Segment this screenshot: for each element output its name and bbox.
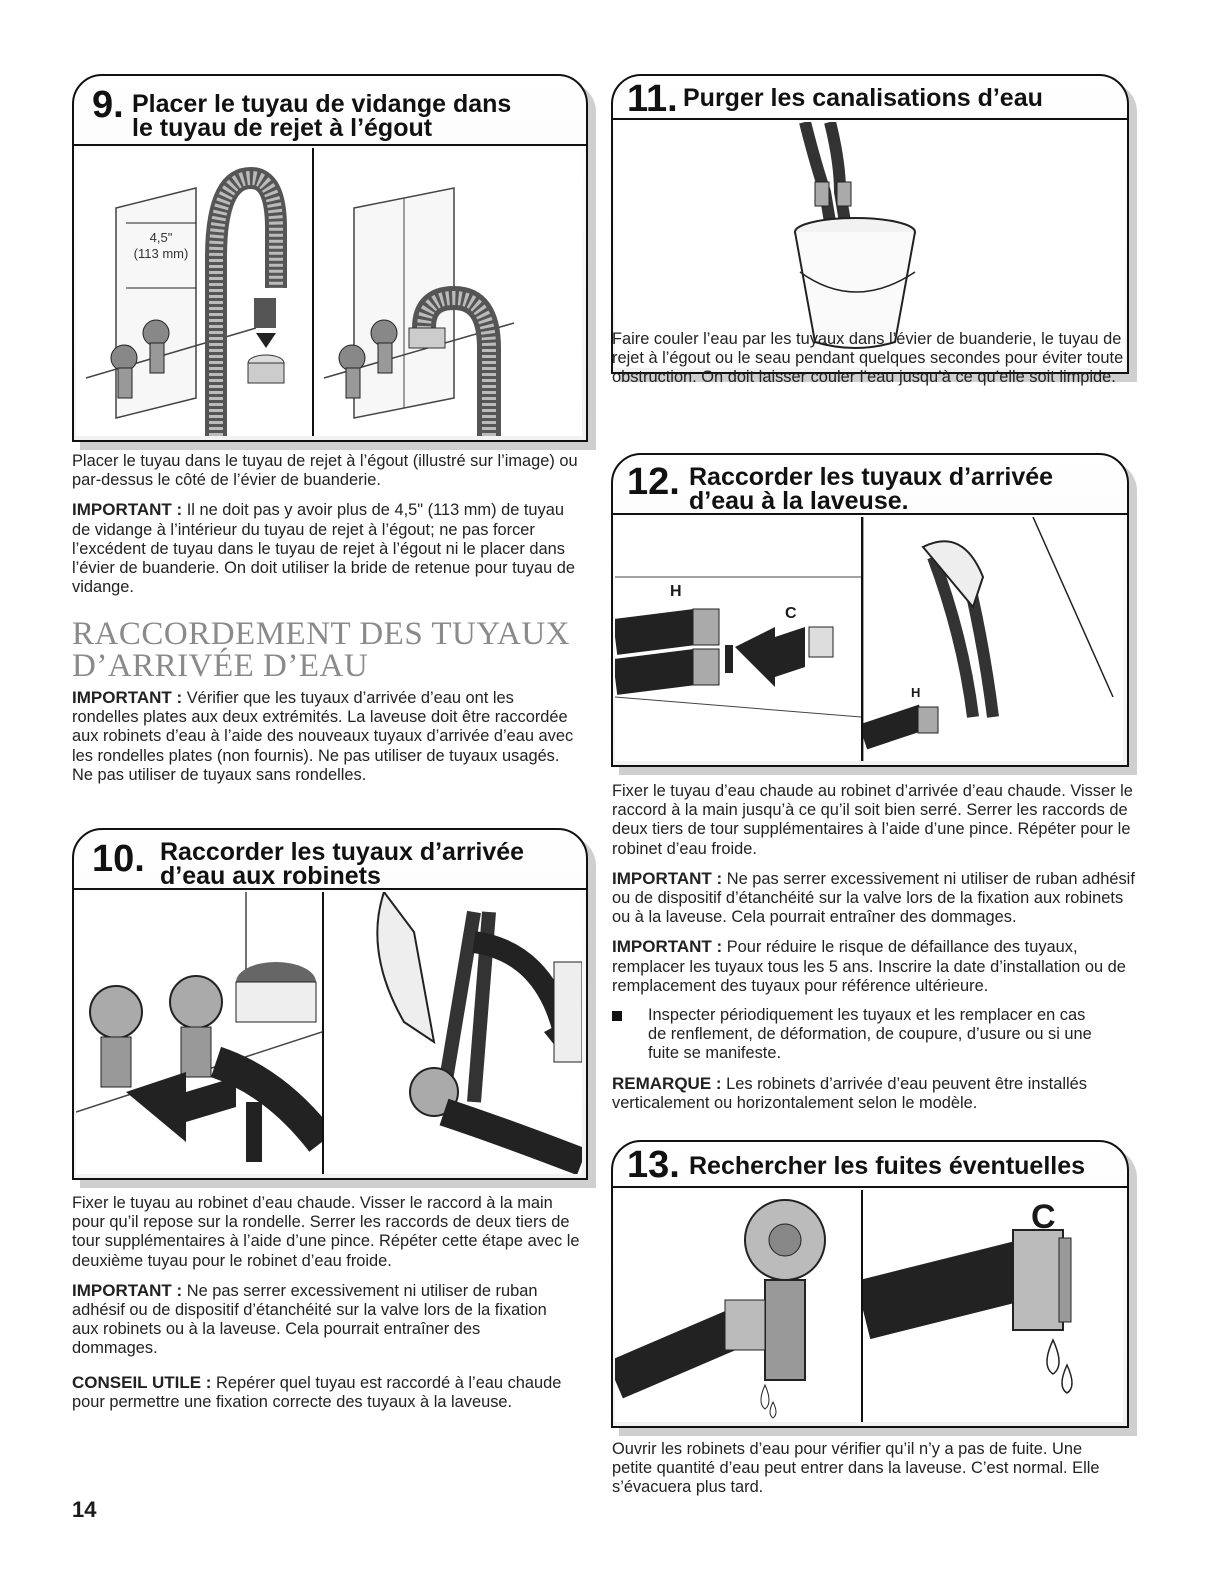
step13-header	[613, 1142, 1127, 1188]
step9-header	[74, 76, 586, 146]
step12-remark-label: REMARQUE :	[612, 1073, 722, 1093]
step11-number: 11.	[627, 78, 678, 120]
step12-bullet	[612, 1006, 1138, 1064]
step10-box	[72, 828, 588, 1180]
step12-important1-text: Ne pas serrer excessivement ni utiliser de ruban adhésif ou de dispositif d’étanchéité sur la valve lors de la fixation aux robinets ou à la laveuse. Cela pourrait entraîner des dommages.	[612, 869, 1135, 927]
measure-label	[126, 230, 196, 262]
step11-box	[611, 74, 1129, 374]
step13-text	[612, 1440, 1112, 1508]
step12-important2-text: Pour réduire le risque de défaillance des tuyaux, remplacer les tuyaux tous les 5 ans. Inscrire la date d’installation ou de remplacement des tuyaux pour référence ultérieure.	[612, 938, 1126, 995]
measure-in: 4,5"	[149, 230, 173, 245]
step12-text	[612, 782, 1138, 1123]
step12-remark-text: Les robinets d’arrivée d’eau peuvent être installés verticalement ou horizontalement selon le modèle.	[612, 1074, 1087, 1112]
step9-box	[72, 74, 588, 442]
step10-illustration-right	[324, 892, 582, 1174]
step9-text	[72, 452, 582, 607]
step13-illustration-left	[615, 1190, 863, 1422]
step10-text	[72, 1194, 588, 1422]
page-number: 14	[72, 1497, 97, 1522]
measure-mm: (113 mm)	[133, 246, 189, 261]
step12-label-h: H	[670, 583, 682, 600]
step9-paragraph: Placer le tuyau dans le tuyau de rejet à l’égout (illustré sur l’image) ou par-dessus le côté de l’évier de buanderie.	[72, 452, 578, 490]
step13-title-line1: Rechercher les fuites éventuelles	[689, 1152, 1086, 1180]
step9-illustration-left	[76, 148, 314, 436]
section-text	[72, 688, 582, 795]
section-heading	[72, 618, 570, 682]
step12-remark	[612, 1074, 1138, 1113]
step10-important-text: Ne pas serrer excessivement ni utiliser de ruban adhésif ou de dispositif d’étanchéité sur la valve lors de la fixation aux robinets ou à la laveuse. Cela pourrait entraîner des dommages.	[72, 1281, 547, 1358]
step10-number: 10.	[92, 838, 145, 880]
step9-important-text: Il ne doit pas y avoir plus de 4,5" (113 mm) de tuyau de vidange à l’intérieur du tuyau de rejet à l’égout; ne pas forcer l’excédent de tuyau dans le tuyau de rejet à l’égout ni le placer dans l’évier de buanderie. On doit utiliser la bride de retenue pour tuyau de vidange.	[72, 501, 575, 597]
step12-important1-label: IMPORTANT :	[612, 868, 723, 888]
step12-label-h2: H	[911, 685, 921, 700]
section-heading-line2: D’ARRIVÉE D’EAU	[72, 648, 369, 684]
step13-label-c: C	[1031, 1198, 1056, 1236]
section-heading-line1: RACCORDEMENT DES TUYAUX	[72, 616, 570, 652]
step13-paragraph: Ouvrir les robinets d’eau pour vérifier qu’il n’y a pas de fuite. Une petite quantité d’eau peut entrer dans la laveuse. C’est normal. Elle s’évacuera plus tard.	[612, 1440, 1100, 1497]
step9-illustration-right	[314, 148, 582, 436]
step10-tip	[72, 1373, 562, 1412]
step10-title-line2: d’eau aux robinets	[160, 862, 381, 890]
step12-illustration-right	[863, 517, 1123, 761]
step10-header	[74, 830, 586, 890]
step9-title-line2: le tuyau de rejet à l’égout	[132, 114, 433, 142]
step9-important-label: IMPORTANT :	[72, 500, 183, 520]
step11-header	[613, 76, 1127, 120]
step12-number: 12.	[627, 461, 680, 503]
step12-illustration-left	[615, 517, 863, 761]
step12-title-line2: d’eau à la laveuse.	[689, 487, 909, 515]
step11-title-line1: Purger les canalisations d’eau	[683, 84, 1043, 112]
step11-text	[612, 330, 1128, 398]
step10-tip-label: CONSEIL UTILE :	[72, 1372, 212, 1392]
section-important	[72, 688, 582, 785]
step9-title-line1: Placer le tuyau de vidange dans	[132, 90, 512, 118]
step13-illustration-right	[863, 1190, 1123, 1422]
step10-tip-text: Repérer quel tuyau est raccordé à l’eau chaude pour permettre une fixation correcte des tuyaux à la laveuse.	[72, 1373, 562, 1411]
step12-title-line1: Raccorder les tuyaux d’arrivée	[689, 463, 1054, 491]
step11-paragraph: Faire couler l’eau par les tuyaux dans l’évier de buanderie, le tuyau de rejet à l’égout ou le seau pendant quelques secondes pour éviter toute obstruction. On doit laisser couler l’eau jusqu’à ce qu’elle soit limpide.	[612, 330, 1124, 387]
step10-illustration-left	[76, 892, 324, 1174]
step12-label-c: C	[785, 605, 797, 622]
section-important-text: Vérifier que les tuyaux d’arrivée d’eau ont les rondelles plates aux deux extrémités. La laveuse doit être raccordée aux robinets d’eau à l’aide des nouveaux tuyaux d’arrivée d’eau avec les rondelles plates (non fournis). Ne pas utiliser de tuyaux usagés. Ne pas utiliser de tuyaux sans rondelles.	[72, 689, 574, 784]
step13-number: 13.	[627, 1144, 680, 1186]
step12-box	[611, 453, 1129, 767]
step13-box	[611, 1140, 1129, 1428]
bullet-square-icon	[612, 1011, 622, 1021]
step12-important1	[612, 869, 1138, 928]
step10-important-label: IMPORTANT :	[72, 1280, 183, 1300]
step9-number: 9.	[92, 84, 124, 126]
step10-paragraph: Fixer le tuyau au robinet d’eau chaude. Visser le raccord à la main pour qu’il repose sur la rondelle. Serrer les raccords de deux tiers de tour supplémentaires à l’aide d’une pince. Répéter cette étape avec le deuxième tuyau pour le robinet d’eau froide.	[72, 1194, 580, 1270]
step10-important	[72, 1281, 552, 1359]
step12-important2	[612, 937, 1138, 996]
step10-title-line1: Raccorder les tuyaux d’arrivée	[160, 838, 525, 866]
section-important-label: IMPORTANT :	[72, 688, 183, 707]
step9-important	[72, 500, 582, 597]
step12-header	[613, 455, 1127, 515]
step12-bullet-text: Inspecter périodiquement les tuyaux et les remplacer en cas de renflement, de déformation, de coupure, d’usure ou si une fuite se manifeste.	[648, 1006, 1092, 1063]
step12-important2-label: IMPORTANT :	[612, 937, 723, 957]
step12-paragraph: Fixer le tuyau d’eau chaude au robinet d’arrivée d’eau chaude. Visser le raccord à la main jusqu’à ce qu’il soit bien serré. Serrer les raccords de deux tiers de tour supplémentaires à l’aide d’une pince. Répéter pour le robinet d’eau froide.	[612, 782, 1133, 858]
